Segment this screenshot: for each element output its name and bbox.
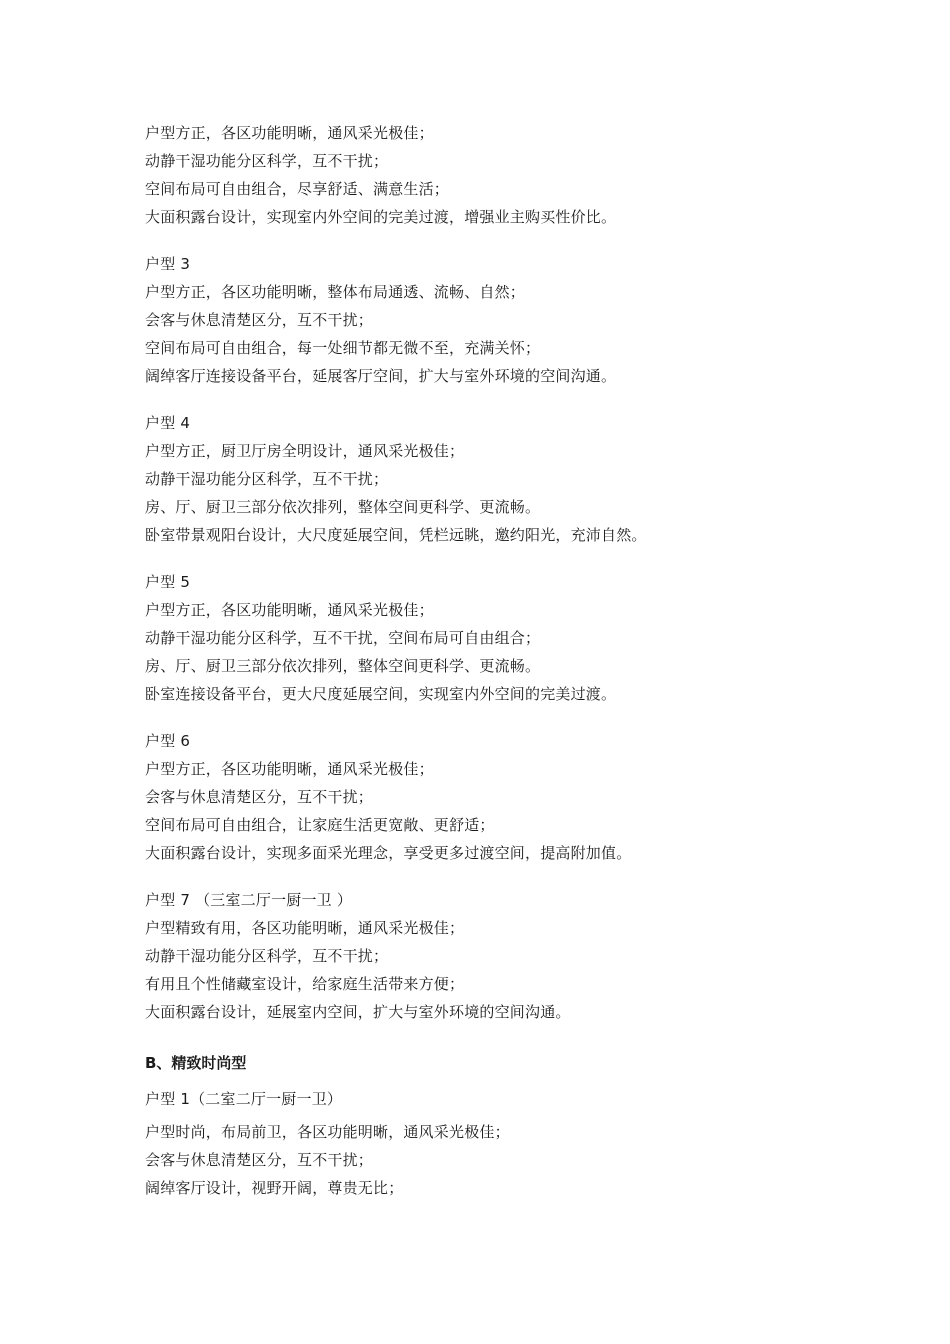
- layout-title: 户型 5: [145, 573, 191, 591]
- block-spacer: [145, 549, 845, 568]
- paragraph-line: 户型时尚，布局前卫，各区功能明晰，通风采光极佳；: [145, 1123, 510, 1141]
- block-spacer: [145, 867, 845, 886]
- layout-title: 户型 7 （三室二厅一厨一卫 ）: [145, 891, 353, 909]
- layout-block: [145, 886, 845, 1026]
- paragraph-line: 户型方正，各区功能明晰，通风采光极佳；: [145, 760, 434, 778]
- paragraph-line: 会客与休息清楚区分，互不干扰；: [145, 788, 374, 806]
- layout-block: [145, 119, 845, 231]
- layout-block: [145, 409, 845, 549]
- paragraph-line: 阔绰客厅连接设备平台，延展客厅空间，扩大与室外环境的空间沟通。: [145, 367, 617, 385]
- paragraph-line: 户型精致有用，各区功能明晰，通风采光极佳；: [145, 919, 465, 937]
- paragraph-line: 大面积露台设计，延展室内空间，扩大与室外环境的空间沟通。: [145, 1003, 571, 1021]
- paragraph-line: 动静干湿功能分区科学，互不干扰；: [145, 947, 389, 965]
- paragraph-line: 大面积露台设计，实现室内外空间的完美过渡，增强业主购买性价比。: [145, 208, 617, 226]
- paragraph-line: 房、厅、厨卫三部分依次排列，整体空间更科学、更流畅。: [145, 657, 541, 675]
- paragraph-line: 空间布局可自由组合，尽享舒适、满意生活；: [145, 180, 450, 198]
- paragraph-line: 阔绰客厅设计，视野开阔，尊贵无比；: [145, 1179, 404, 1197]
- layout-block: [145, 727, 845, 867]
- paragraph-line: 户型方正，各区功能明晰，通风采光极佳；: [145, 601, 434, 619]
- paragraph-line: 动静干湿功能分区科学，互不干扰；: [145, 470, 389, 488]
- layout-title: 户型 3: [145, 255, 191, 273]
- paragraph-line: 卧室带景观阳台设计，大尺度延展空间，凭栏远眺，邀约阳光，充沛自然。: [145, 526, 647, 544]
- paragraph-line: 户型方正，各区功能明晰，通风采光极佳；: [145, 124, 434, 142]
- block-spacer: [145, 708, 845, 727]
- document-page: [145, 119, 845, 1202]
- layout-block: [145, 250, 845, 390]
- layout-block: [145, 568, 845, 708]
- layout-title: 户型 6: [145, 732, 191, 750]
- block-spacer: [145, 231, 845, 250]
- layout-block: [145, 1085, 845, 1202]
- paragraph-line: 卧室连接设备平台，更大尺度延展空间，实现室内外空间的完美过渡。: [145, 685, 617, 703]
- paragraph-line: 动静干湿功能分区科学，互不干扰；: [145, 152, 389, 170]
- paragraph-line: 空间布局可自由组合，让家庭生活更宽敞、更舒适；: [145, 816, 495, 834]
- paragraph-line: 会客与休息清楚区分，互不干扰；: [145, 311, 374, 329]
- paragraph-line: 有用且个性储藏室设计，给家庭生活带来方便；: [145, 975, 465, 993]
- paragraph-line: 动静干湿功能分区科学，互不干扰，空间布局可自由组合；: [145, 629, 541, 647]
- paragraph-line: 房、厅、厨卫三部分依次排列，整体空间更科学、更流畅。: [145, 498, 541, 516]
- layout-title: 户型 4: [145, 414, 191, 432]
- paragraph-line: 大面积露台设计，实现多面采光理念，享受更多过渡空间，提高附加值。: [145, 844, 632, 862]
- paragraph-line: 会客与休息清楚区分，互不干扰；: [145, 1151, 374, 1169]
- paragraph-line: 空间布局可自由组合，每一处细节都无微不至，充满关怀；: [145, 339, 541, 357]
- section-heading: B、精致时尚型: [145, 1054, 247, 1072]
- block-spacer: [145, 390, 845, 409]
- paragraph-line: 户型方正，各区功能明晰，整体布局通透、流畅、自然；: [145, 283, 526, 301]
- paragraph-line: 户型方正，厨卫厅房全明设计，通风采光极佳；: [145, 442, 465, 460]
- layout-title: 户型 1（二室二厅一厨一卫）: [145, 1090, 343, 1108]
